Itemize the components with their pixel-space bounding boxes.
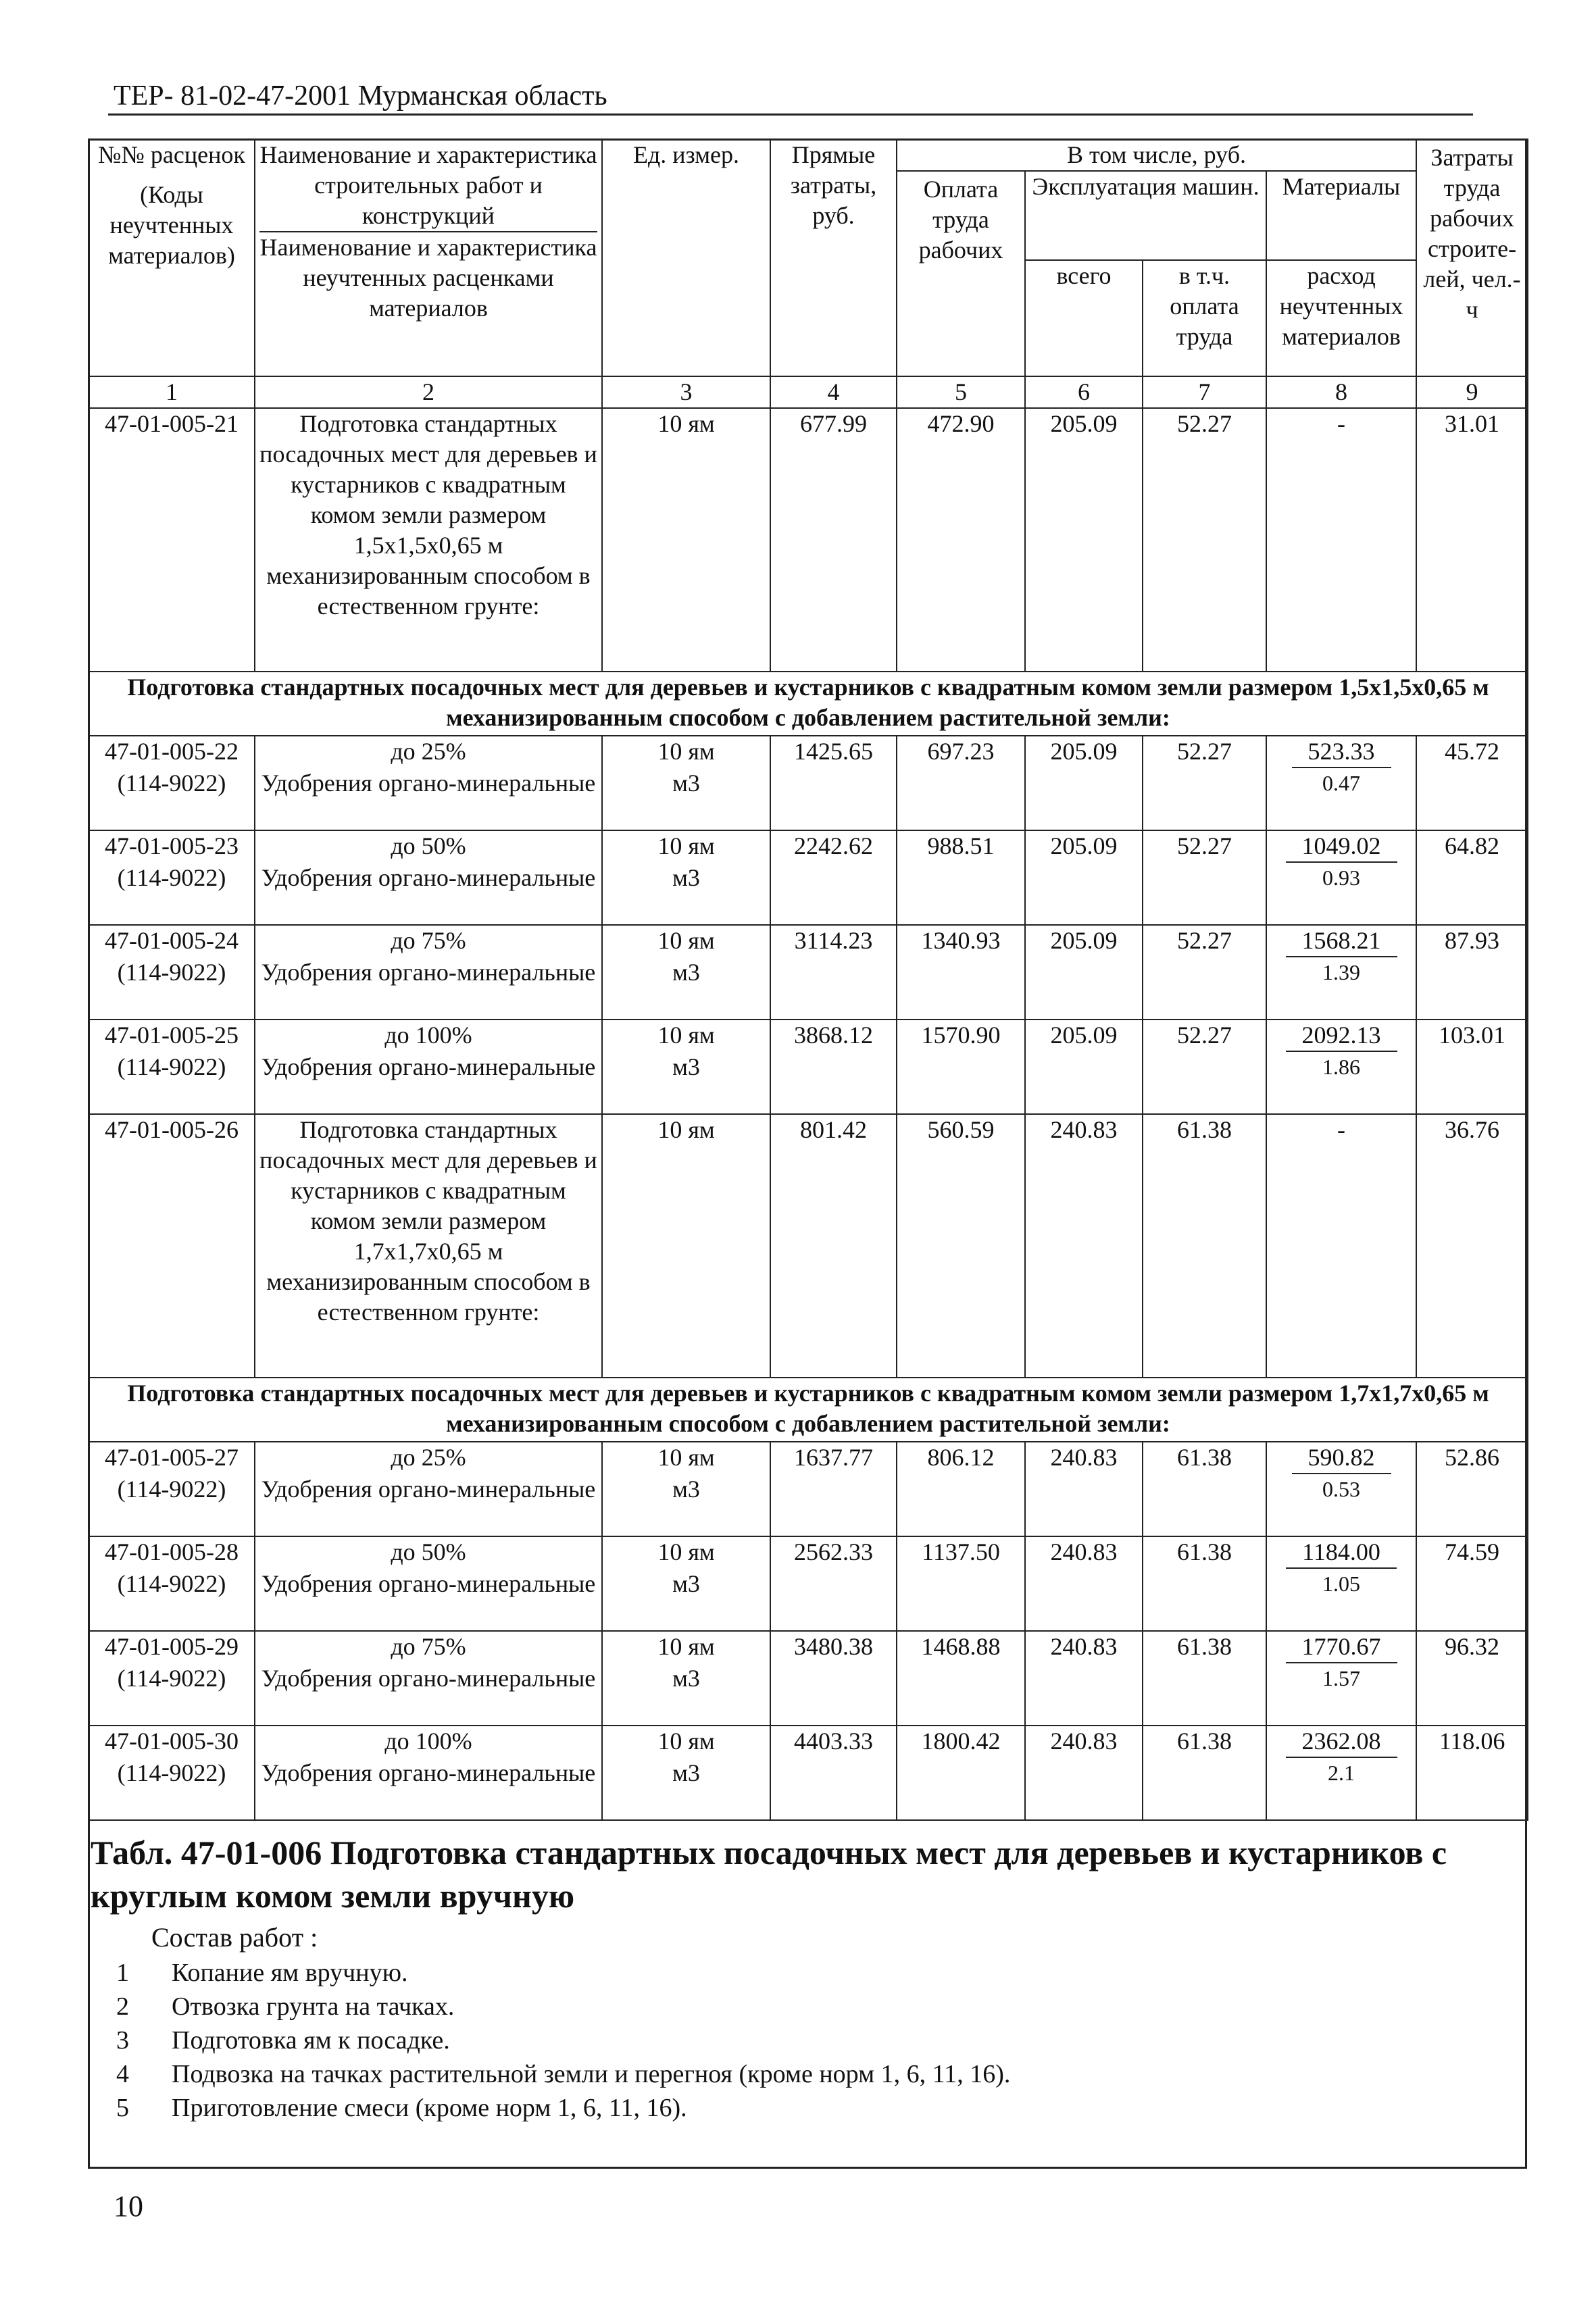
rate-unit: 10 ям bbox=[602, 1631, 770, 1663]
rate-description: до 100% bbox=[255, 1020, 602, 1052]
materials-cost bbox=[1266, 1726, 1416, 1758]
rate-code: 47-01-005-27 bbox=[89, 1442, 255, 1474]
rate-row bbox=[89, 1631, 1528, 1663]
materials-cost-value: 590.82 bbox=[1292, 1442, 1391, 1474]
work-item-number: 3 bbox=[116, 2026, 129, 2055]
material-code: (114-9022) bbox=[89, 1474, 255, 1536]
page-number: 10 bbox=[114, 2190, 143, 2223]
work-composition-item bbox=[91, 2091, 1516, 2125]
machine-labor-cost: 52.27 bbox=[1143, 925, 1266, 1020]
material-name: Удобрения органо-минеральные bbox=[255, 1663, 602, 1726]
machine-labor-cost: 61.38 bbox=[1143, 1536, 1266, 1631]
rate-unit: 10 ям bbox=[602, 925, 770, 957]
machine-labor-cost: 52.27 bbox=[1143, 736, 1266, 830]
material-name: Удобрения органо-минеральные bbox=[255, 1052, 602, 1114]
materials-cost bbox=[1266, 1442, 1416, 1474]
work-item-text: Подвозка на тачках растительной земли и перегноя (кроме норм 1, 6, 11, 16). bbox=[172, 2060, 1011, 2088]
work-item-number: 4 bbox=[116, 2060, 129, 2088]
material-quantity: 0.93 bbox=[1266, 863, 1416, 925]
work-item-text: Подготовка ям к посадке. bbox=[172, 2026, 450, 2055]
material-unit: м3 bbox=[602, 1052, 770, 1114]
rate-code: 47-01-005-23 bbox=[89, 830, 255, 863]
section-heading: Подготовка стандартных посадочных мест для деревьев и кустарников с квадратным комом земли размером 1,5x1,5x0,65 м механизированным способом с добавлением растительной земли: bbox=[89, 672, 1528, 736]
col-header-hours: Затраты труда рабочих строите-лей, чел.-ч bbox=[1416, 139, 1528, 376]
materials-cost: - bbox=[1266, 408, 1416, 672]
section-heading-row bbox=[89, 1378, 1528, 1442]
material-code: (114-9022) bbox=[89, 1569, 255, 1631]
rate-description: до 50% bbox=[255, 830, 602, 863]
material-name: Удобрения органо-минеральные bbox=[255, 1758, 602, 1820]
materials-cost bbox=[1266, 925, 1416, 957]
rate-row bbox=[89, 1726, 1528, 1758]
col-number: 7 bbox=[1143, 376, 1266, 408]
work-item-text: Копание ям вручную. bbox=[172, 1959, 408, 1987]
machine-labor-cost: 61.38 bbox=[1143, 1631, 1266, 1726]
materials-cost-value: 1184.00 bbox=[1286, 1537, 1397, 1569]
direct-cost: 4403.33 bbox=[770, 1726, 897, 1820]
direct-cost: 2562.33 bbox=[770, 1536, 897, 1631]
column-numbers-row bbox=[89, 376, 1528, 408]
rate-description: до 100% bbox=[255, 1726, 602, 1758]
material-name: Удобрения органо-минеральные bbox=[255, 1569, 602, 1631]
rate-row bbox=[89, 1020, 1528, 1052]
col-header-code: №№ расценок (Коды неучтенных материалов) bbox=[89, 139, 255, 376]
materials-cost bbox=[1266, 830, 1416, 863]
materials-cost-value: 1049.02 bbox=[1286, 831, 1397, 863]
labor-cost: 472.90 bbox=[897, 408, 1025, 672]
col-header-materials: Материалы bbox=[1266, 171, 1416, 260]
rate-unit: 10 ям bbox=[602, 408, 770, 672]
material-code: (114-9022) bbox=[89, 1663, 255, 1726]
material-quantity: 0.53 bbox=[1266, 1474, 1416, 1536]
work-composition-label: Состав работ : bbox=[151, 1922, 318, 1953]
col-number: 4 bbox=[770, 376, 897, 408]
material-quantity: 1.05 bbox=[1266, 1569, 1416, 1631]
labor-hours: 118.06 bbox=[1416, 1726, 1528, 1820]
material-name: Удобрения органо-минеральные bbox=[255, 768, 602, 830]
rate-row bbox=[89, 736, 1528, 768]
rate-code: 47-01-005-22 bbox=[89, 736, 255, 768]
material-code: (114-9022) bbox=[89, 768, 255, 830]
material-code: (114-9022) bbox=[89, 957, 255, 1020]
material-unit: м3 bbox=[602, 1758, 770, 1820]
table-006-section bbox=[91, 1831, 1516, 2125]
direct-cost: 3114.23 bbox=[770, 925, 897, 1020]
work-item-number: 5 bbox=[116, 2094, 129, 2122]
col-number: 8 bbox=[1266, 376, 1416, 408]
work-item-number: 2 bbox=[116, 1992, 129, 2021]
work-item-number: 1 bbox=[116, 1959, 129, 1987]
materials-cost-value: 2092.13 bbox=[1286, 1020, 1397, 1052]
machine-cost: 205.09 bbox=[1025, 1020, 1143, 1114]
materials-cost-value: 1568.21 bbox=[1286, 926, 1397, 957]
material-unit: м3 bbox=[602, 957, 770, 1020]
rate-code: 47-01-005-26 bbox=[89, 1114, 255, 1378]
work-item-text: Приготовление смеси (кроме норм 1, 6, 11, 16). bbox=[172, 2094, 687, 2122]
labor-hours: 36.76 bbox=[1416, 1114, 1528, 1378]
header-row bbox=[89, 139, 1528, 171]
direct-cost: 2242.62 bbox=[770, 830, 897, 925]
materials-cost bbox=[1266, 1536, 1416, 1569]
labor-hours: 45.72 bbox=[1416, 736, 1528, 830]
document-title: ТЕР- 81-02-47-2001 Мурманская область bbox=[114, 80, 607, 111]
materials-cost bbox=[1266, 1631, 1416, 1663]
direct-cost: 3480.38 bbox=[770, 1631, 897, 1726]
rate-code: 47-01-005-30 bbox=[89, 1726, 255, 1758]
col-header-machines-group: Эксплуатация машин. bbox=[1025, 171, 1266, 260]
machine-cost: 205.09 bbox=[1025, 830, 1143, 925]
rate-unit: 10 ям bbox=[602, 1442, 770, 1474]
direct-cost: 677.99 bbox=[770, 408, 897, 672]
col-number: 2 bbox=[255, 376, 602, 408]
rate-code: 47-01-005-24 bbox=[89, 925, 255, 957]
materials-cost-value: 2362.08 bbox=[1286, 1726, 1397, 1758]
col-header-direct: Прямые затраты, руб. bbox=[770, 139, 897, 376]
machine-cost: 205.09 bbox=[1025, 408, 1143, 672]
labor-hours: 87.93 bbox=[1416, 925, 1528, 1020]
col-header-name: Наименование и характеристика строительных работ и конструкций Наименование и характеристика неучтенных расценками материалов bbox=[255, 139, 602, 376]
rate-description: до 50% bbox=[255, 1536, 602, 1569]
col-number: 3 bbox=[602, 376, 770, 408]
work-composition-item bbox=[91, 1990, 1516, 2023]
labor-hours: 64.82 bbox=[1416, 830, 1528, 925]
machine-cost: 240.83 bbox=[1025, 1442, 1143, 1536]
work-item-text: Отвозка грунта на тачках. bbox=[172, 1992, 455, 2021]
rate-unit: 10 ям bbox=[602, 1114, 770, 1378]
rate-row bbox=[89, 1114, 1528, 1378]
material-quantity: 0.47 bbox=[1266, 768, 1416, 830]
col-header-unit: Ед. измер. bbox=[602, 139, 770, 376]
rate-description: Подготовка стандартных посадочных мест для деревьев и кустарников с квадратным комом земли размером 1,7x1,7x0,65 м механизированным способом в естественном грунте: bbox=[255, 1114, 602, 1378]
materials-cost bbox=[1266, 1020, 1416, 1052]
material-quantity: 2.1 bbox=[1266, 1758, 1416, 1820]
materials-cost bbox=[1266, 736, 1416, 768]
labor-hours: 74.59 bbox=[1416, 1536, 1528, 1631]
work-composition-item bbox=[91, 2023, 1516, 2057]
work-composition-item bbox=[91, 2057, 1516, 2091]
rate-code: 47-01-005-29 bbox=[89, 1631, 255, 1663]
materials-cost-value: 523.33 bbox=[1292, 736, 1391, 768]
labor-cost: 1468.88 bbox=[897, 1631, 1025, 1726]
material-name: Удобрения органо-минеральные bbox=[255, 863, 602, 925]
rates-table bbox=[88, 139, 1528, 1821]
col-header-group: В том числе, руб. bbox=[897, 139, 1416, 171]
material-name: Удобрения органо-минеральные bbox=[255, 957, 602, 1020]
rate-unit: 10 ям bbox=[602, 830, 770, 863]
machine-labor-cost: 52.27 bbox=[1143, 1020, 1266, 1114]
rate-row bbox=[89, 408, 1528, 672]
col-number: 5 bbox=[897, 376, 1025, 408]
machine-cost: 205.09 bbox=[1025, 736, 1143, 830]
col-header-mat-usage: расход неучтенных материалов bbox=[1266, 260, 1416, 376]
table-006-title: Табл. 47-01-006 Подготовка стандартных посадочных мест для деревьев и кустарников с круглым комом земли вручную bbox=[91, 1834, 1447, 1915]
direct-cost: 1637.77 bbox=[770, 1442, 897, 1536]
machine-cost: 205.09 bbox=[1025, 925, 1143, 1020]
labor-hours: 103.01 bbox=[1416, 1020, 1528, 1114]
work-composition-item bbox=[91, 1956, 1516, 1990]
labor-cost: 560.59 bbox=[897, 1114, 1025, 1378]
machine-labor-cost: 61.38 bbox=[1143, 1442, 1266, 1536]
col-header-labor: Оплата труда рабочих bbox=[897, 171, 1025, 376]
material-quantity: 1.39 bbox=[1266, 957, 1416, 1020]
rate-unit: 10 ям bbox=[602, 1536, 770, 1569]
direct-cost: 3868.12 bbox=[770, 1020, 897, 1114]
col-number: 9 bbox=[1416, 376, 1528, 408]
labor-cost: 806.12 bbox=[897, 1442, 1025, 1536]
material-quantity: 1.86 bbox=[1266, 1052, 1416, 1114]
rate-code: 47-01-005-21 bbox=[89, 408, 255, 672]
labor-hours: 52.86 bbox=[1416, 1442, 1528, 1536]
rate-unit: 10 ям bbox=[602, 1020, 770, 1052]
col-number: 1 bbox=[89, 376, 255, 408]
material-quantity: 1.57 bbox=[1266, 1663, 1416, 1726]
section-heading-row bbox=[89, 672, 1528, 736]
rate-description: Подготовка стандартных посадочных мест для деревьев и кустарников с квадратным комом земли размером 1,5x1,5x0,65 м механизированным способом в естественном грунте: bbox=[255, 408, 602, 672]
rate-description: до 25% bbox=[255, 1442, 602, 1474]
labor-cost: 988.51 bbox=[897, 830, 1025, 925]
machine-labor-cost: 61.38 bbox=[1143, 1114, 1266, 1378]
rate-row bbox=[89, 1536, 1528, 1569]
material-unit: м3 bbox=[602, 863, 770, 925]
rate-unit: 10 ям bbox=[602, 1726, 770, 1758]
direct-cost: 1425.65 bbox=[770, 736, 897, 830]
labor-cost: 697.23 bbox=[897, 736, 1025, 830]
materials-cost-value: 1770.67 bbox=[1286, 1632, 1397, 1663]
machine-cost: 240.83 bbox=[1025, 1631, 1143, 1726]
col-header-machine-labor: в т.ч. оплата труда bbox=[1143, 260, 1266, 376]
material-code: (114-9022) bbox=[89, 1758, 255, 1820]
machine-cost: 240.83 bbox=[1025, 1536, 1143, 1631]
rate-description: до 25% bbox=[255, 736, 602, 768]
section-heading: Подготовка стандартных посадочных мест для деревьев и кустарников с квадратным комом земли размером 1,7x1,7x0,65 м механизированным способом с добавлением растительной земли: bbox=[89, 1378, 1528, 1442]
rate-unit: 10 ям bbox=[602, 736, 770, 768]
material-unit: м3 bbox=[602, 1663, 770, 1726]
machine-labor-cost: 52.27 bbox=[1143, 830, 1266, 925]
labor-cost: 1570.90 bbox=[897, 1020, 1025, 1114]
materials-cost: - bbox=[1266, 1114, 1416, 1378]
labor-hours: 31.01 bbox=[1416, 408, 1528, 672]
col-number: 6 bbox=[1025, 376, 1143, 408]
direct-cost: 801.42 bbox=[770, 1114, 897, 1378]
labor-hours: 96.32 bbox=[1416, 1631, 1528, 1726]
rate-description: до 75% bbox=[255, 1631, 602, 1663]
material-name: Удобрения органо-минеральные bbox=[255, 1474, 602, 1536]
rate-row bbox=[89, 830, 1528, 863]
rate-row bbox=[89, 1442, 1528, 1474]
labor-cost: 1800.42 bbox=[897, 1726, 1025, 1820]
rate-row bbox=[89, 925, 1528, 957]
machine-labor-cost: 61.38 bbox=[1143, 1726, 1266, 1820]
rate-code: 47-01-005-25 bbox=[89, 1020, 255, 1052]
material-code: (114-9022) bbox=[89, 1052, 255, 1114]
header-rule bbox=[108, 114, 1473, 116]
material-unit: м3 bbox=[602, 1474, 770, 1536]
labor-cost: 1137.50 bbox=[897, 1536, 1025, 1631]
material-unit: м3 bbox=[602, 1569, 770, 1631]
work-composition-list bbox=[91, 1956, 1516, 2125]
material-unit: м3 bbox=[602, 768, 770, 830]
rate-code: 47-01-005-28 bbox=[89, 1536, 255, 1569]
machine-cost: 240.83 bbox=[1025, 1114, 1143, 1378]
material-code: (114-9022) bbox=[89, 863, 255, 925]
col-header-machines: всего bbox=[1025, 260, 1143, 376]
machine-cost: 240.83 bbox=[1025, 1726, 1143, 1820]
machine-labor-cost: 52.27 bbox=[1143, 408, 1266, 672]
labor-cost: 1340.93 bbox=[897, 925, 1025, 1020]
rate-description: до 75% bbox=[255, 925, 602, 957]
